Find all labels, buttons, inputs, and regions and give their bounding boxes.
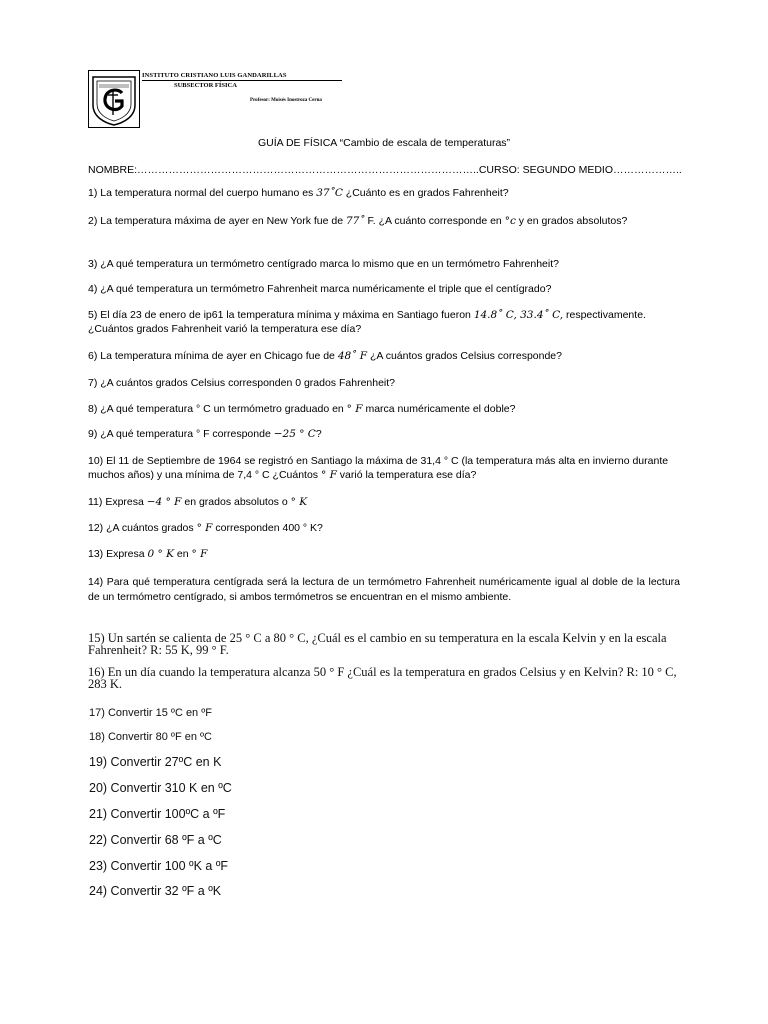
question-1: 1) La temperatura normal del cuerpo humano es 37˚C ¿Cuánto es en grados Fahrenheit? xyxy=(88,187,509,199)
document-header xyxy=(88,70,344,128)
question-23: 23) Convertir 100 ºK a ºF xyxy=(89,859,229,873)
question-13: 13) Expresa 0 ° K en ° F xyxy=(88,548,208,560)
question-5: 5) El día 23 de enero de ip61 la temperatura mínima y máxima en Santiago fueron 14.8˚ C, 33.4˚ C, respectivamente. ¿Cuántos grados Fahrenheit varió la temperatura ese día? xyxy=(88,309,646,335)
question-16: 16) En un día cuando la temperatura alcanza 50 ° F ¿Cuál es la temperatura en grados Celsius y en Kelvin? R: 10 ° C, 283 K. xyxy=(88,665,677,691)
question-11: 11) Expresa −4 ° F en grados absolutos o ° K xyxy=(88,496,308,508)
question-14: 14) Para qué temperatura centígrada será la lectura de un termómetro Fahrenheit numéricamente igual al doble de la lectura de un termómetro centígrado, si ambos termómetros se encuentran en el mismo ambiente. xyxy=(88,576,680,603)
math-expression: ° F xyxy=(320,469,337,481)
question-15: 15) Un sartén se calienta de 25 ° C a 80 ° C, ¿Cuál es el cambio en su temperatura en la escala Kelvin y en la escala Fahrenheit? R: 55 K, 99 ° F. xyxy=(88,631,667,657)
institution-name: INSTITUTO CRISTIANO LUIS GANDARILLAS xyxy=(142,72,287,79)
math-expression: °c xyxy=(504,215,516,227)
question-8: 8) ¿A qué temperatura ° C un termómetro graduado en ° F marca numéricamente el doble? xyxy=(88,403,516,415)
question-24: 24) Convertir 32 ºF a ºK xyxy=(89,884,222,898)
question-6: 6) La temperatura mínima de ayer en Chicago fue de 48˚ F ¿A cuántos grados Celsius corresponde? xyxy=(88,350,562,362)
question-18: 18) Convertir 80 ºF en ºC xyxy=(89,731,212,743)
question-21: 21) Convertir 100ºC a ºF xyxy=(89,807,226,821)
question-7: 7) ¿A cuántos grados Celsius corresponden 0 grados Fahrenheit? xyxy=(88,377,396,389)
math-expression: ° F xyxy=(196,522,213,534)
question-2: 2) La temperatura máxima de ayer en New York fue de 77˚ F. ¿A cuánto corresponde en °c y en grados absolutos? xyxy=(88,215,628,227)
question-17: 17) Convertir 15 ºC en ºF xyxy=(89,707,212,719)
question-3: 3) ¿A qué temperatura un termómetro centígrado marca lo mismo que en un termómetro Fahrenheit? xyxy=(88,258,559,270)
question-20: 20) Convertir 310 K en ºC xyxy=(89,781,232,795)
subsector-label: SUBSECTOR FÍSICA xyxy=(174,82,237,89)
teacher-name: Profesor: Moisés Inostroza Cerna xyxy=(250,98,322,103)
math-expression: 0 ° K xyxy=(147,548,174,560)
student-info-line: NOMBRE:……………………………………………………………………………………..CURSO: SEGUNDO MEDIO……………….. xyxy=(88,164,682,176)
math-expression: 14.8˚ C, 33.4˚ C, xyxy=(473,309,564,321)
question-22: 22) Convertir 68 ºF a ºC xyxy=(89,833,222,847)
math-expression: −25 ° C xyxy=(273,428,316,440)
header-divider xyxy=(142,80,342,81)
question-10: 10) El 11 de Septiembre de 1964 se registró en Santiago la máxima de 31,4 ° C (la temperatura más alta en invierno durante muchos años) y una mínima de 7,4 ° C ¿Cuántos ° F varió la temperatura ese día? xyxy=(88,455,669,481)
math-expression: ° K xyxy=(290,496,308,508)
question-4: 4) ¿A qué temperatura un termómetro Fahrenheit marca numéricamente el triple que el centígrado? xyxy=(88,283,552,295)
document-title: GUÍA DE FÍSICA “Cambio de escala de temperaturas” xyxy=(257,137,511,149)
math-expression: 77˚ xyxy=(345,215,365,227)
school-crest-icon xyxy=(88,70,140,128)
question-9: 9) ¿A qué temperatura ° F corresponde −25 ° C? xyxy=(88,428,322,440)
math-expression: 37˚C xyxy=(316,187,343,199)
question-19: 19) Convertir 27ºC en K xyxy=(89,755,222,769)
math-expression: 48˚ F xyxy=(337,350,368,362)
question-12: 12) ¿A cuántos grados ° F corresponden 400 ° K? xyxy=(88,522,323,534)
math-expression: ° F xyxy=(346,403,363,415)
math-expression: −4 ° F xyxy=(146,496,182,508)
math-expression: ° F xyxy=(191,548,208,560)
